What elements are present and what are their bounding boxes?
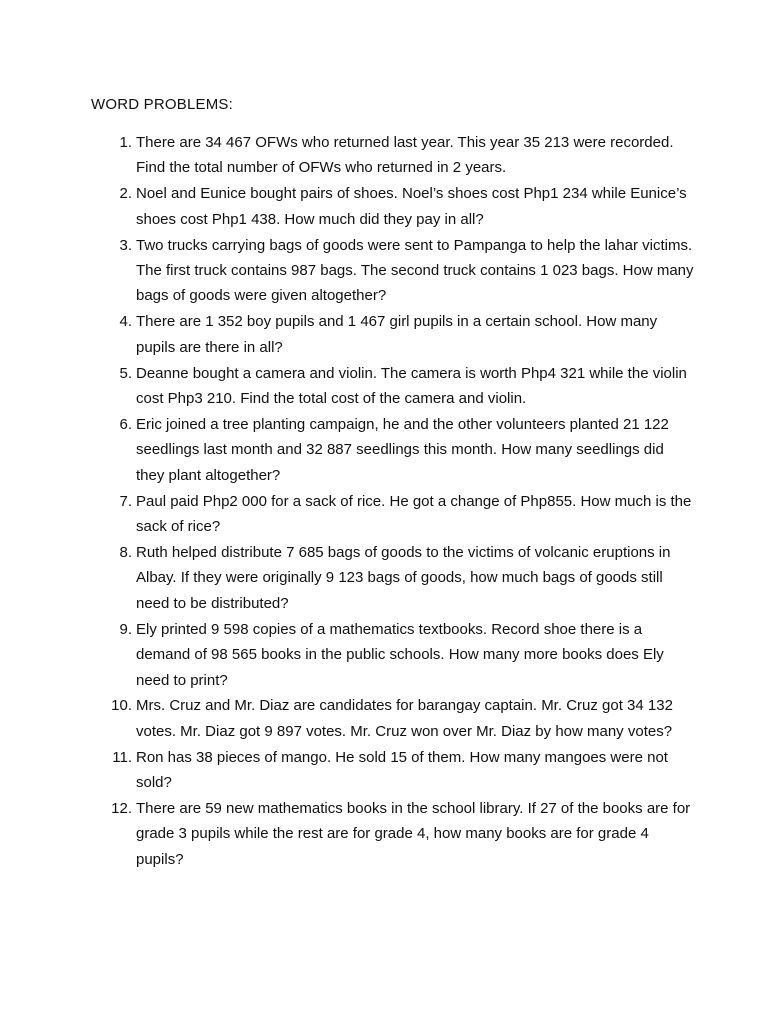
problem-text: Eric joined a tree planting campaign, he and the other volunteers planted 21 122 seedlings last month and 32 887 seedlings this month. How many seedlings did they plant altogether? xyxy=(136,415,669,484)
problem-number: 5. xyxy=(119,364,132,382)
problem-number: 11. xyxy=(112,748,132,766)
problem-number: 10. xyxy=(111,697,132,715)
problem-text: There are 34 467 OFWs who returned last year. This year 35 213 were recorded. Find the total number of OFWs who returned in 2 years. xyxy=(136,134,674,177)
problem-number: 7. xyxy=(119,492,132,510)
problem-text: Two trucks carrying bags of goods were sent to Pampanga to help the lahar victims. The first truck contains 987 bags. The second truck contains 1 023 bags. How many bags of goods were given altogether? xyxy=(136,236,694,305)
word-problem-item xyxy=(0,617,768,693)
problem-number: 3. xyxy=(119,236,132,254)
problem-number: 4. xyxy=(119,313,132,331)
problem-text: There are 1 352 boy pupils and 1 467 girl pupils in a certain school. How many pupils are there in all? xyxy=(136,313,658,356)
problem-number: 2. xyxy=(119,185,132,203)
word-problem-item xyxy=(0,489,768,540)
problem-text: Mrs. Cruz and Mr. Diaz are candidates for barangay captain. Mr. Cruz got 34 132 votes. Mr. Diaz got 9 897 votes. Mr. Cruz won over Mr. Diaz by how many votes? xyxy=(136,697,673,740)
problem-text: Noel and Eunice bought pairs of shoes. Noel’s shoes cost Php1 234 while Eunice’s shoes cost Php1 438. How much did they pay in all? xyxy=(136,185,687,228)
page-title: WORD PROBLEMS: xyxy=(91,96,233,113)
problem-text: Ely printed 9 598 copies of a mathematics textbooks. Record shoe there is a demand of 98 565 books in the public schools. How many more books does Ely need to print? xyxy=(136,620,664,689)
problem-text: Paul paid Php2 000 for a sack of rice. He got a change of Php855. How much is the sack of rice? xyxy=(136,492,692,536)
word-problem-item xyxy=(0,745,768,796)
word-problem-item xyxy=(0,693,768,744)
problem-text: Ruth helped distribute 7 685 bags of goods to the victims of volcanic eruptions in Albay. If they were originally 9 123 bags of goods, how much bags of goods still need to be distributed? xyxy=(136,544,671,612)
problem-number: 9. xyxy=(119,620,132,638)
word-problem-item xyxy=(0,309,768,360)
problem-number: 1. xyxy=(119,134,132,151)
problem-text: Ron has 38 pieces of mango. He sold 15 of them. How many mangoes were not sold? xyxy=(136,748,668,792)
word-problem-item xyxy=(0,796,768,872)
word-problem-item xyxy=(0,130,768,181)
problem-text: There are 59 new mathematics books in the school library. If 27 of the books are for grade 3 pupils while the rest are for grade 4, how many books are for grade 4 pupils? xyxy=(136,800,691,868)
word-problem-item xyxy=(0,233,768,309)
word-problem-item xyxy=(0,412,768,488)
word-problem-item xyxy=(0,540,768,616)
problem-number: 6. xyxy=(119,415,132,433)
problem-text: Deanne bought a camera and violin. The camera is worth Php4 321 while the violin cost Php3 210. Find the total cost of the camera and violin. xyxy=(136,364,687,408)
word-problem-list xyxy=(0,130,768,873)
word-problem-item xyxy=(0,181,768,232)
problem-number: 12. xyxy=(111,800,132,818)
word-problem-item xyxy=(0,361,768,412)
problem-number: 8. xyxy=(119,544,132,561)
